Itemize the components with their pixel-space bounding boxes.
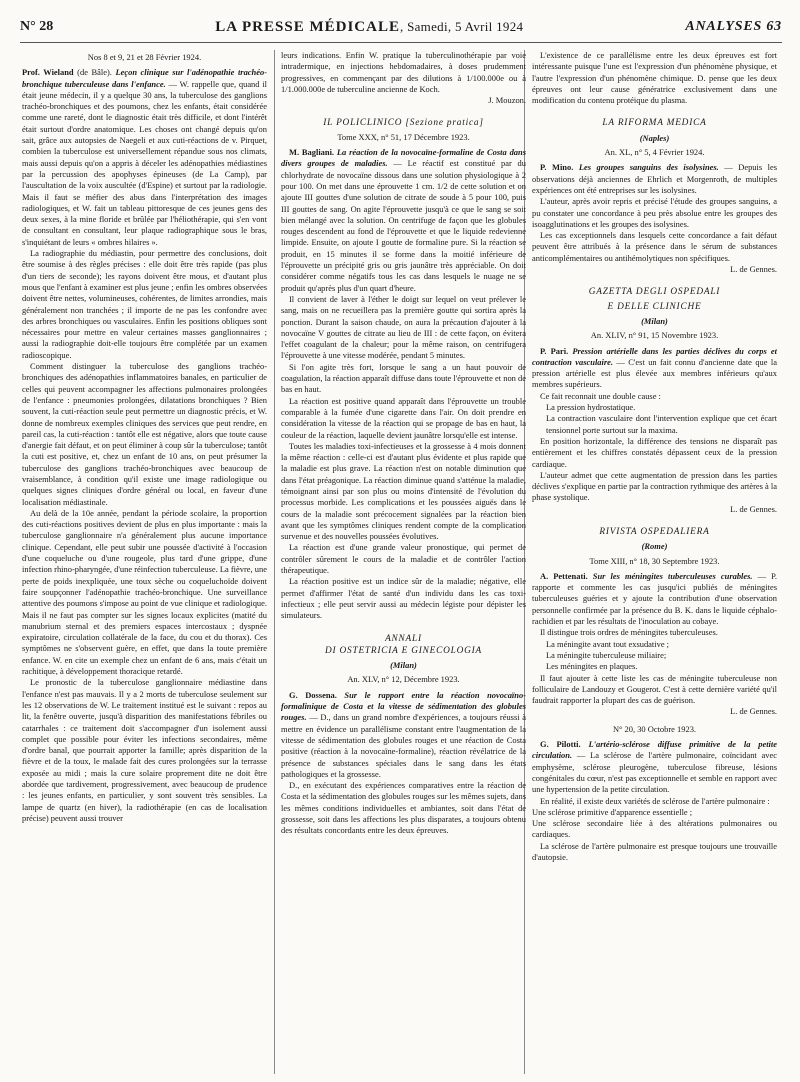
column-1 bbox=[22, 50, 267, 1076]
article-title: Sur le rapport entre la réaction novocaïno-formalinique de Costa et la vitesse de sédimentation des globules rouges. bbox=[281, 689, 526, 723]
article-author: M. Bagliani. bbox=[289, 147, 335, 158]
column-rule-1 bbox=[274, 50, 275, 1074]
article-paragraph: D., en exécutant des expériences comparatives entre la réaction de Costa et la sédimentation des globules rouges sur les mêmes sujets, dans les mêmes conditions individuelles et ambiantes, soit dans l'état de grossesse, soit dans les affections les plus disparates, a toujours obtenu des résultats concordants entre les deux épreuves. bbox=[281, 780, 526, 836]
article-paragraph: Il convient de laver à l'éther le doigt sur lequel on veut prélever le sang, mais on ne recueillera pas la première goutte qui sortira après la ponction. Durant la saison chaude, on aura la précaution d'ajouter à la novocaïne V gouttes de citrate au lieu de III : de cette façon, on évitera l'effet coagulant de la chaleur; pour la même raison, on centrifugera l'éprouvette à une vitesse modérée, pendant 5 minutes. bbox=[281, 293, 526, 361]
article-paragraph: Il faut ajouter à cette liste les cas de méningite tuberculeuse non folliculaire de Landouzy et Gougerot. C'est à cette dernière variété qu'il faudrait rapporter la plupart des cas de guérison. bbox=[532, 672, 777, 706]
article-signature: L. de Gennes. bbox=[730, 706, 777, 717]
article-wieland bbox=[22, 67, 267, 248]
journal-heading: GAZETTA DEGLI OSPEDALI bbox=[588, 287, 721, 298]
journal-heading-line2: E DELLE CLINICHE bbox=[607, 301, 702, 312]
section-page: 63 bbox=[766, 19, 782, 34]
article-signature: J. Mouzon. bbox=[488, 95, 526, 106]
article-title: Les groupes sanguins des isolysines. bbox=[578, 162, 719, 173]
article-paragraph: La réaction est positive quand apparaît dans l'éprouvette un trouble comparable à la fumée d'une cigarette dans l'air. On doit prendre en considération la vitesse de la réaction qui se propage de bas en haut, la couleur de la réaction, laquelle devient jaunâtre lorsqu'elle est intense. bbox=[281, 395, 526, 440]
article-signature: L. de Gennes. bbox=[730, 264, 777, 275]
article-author: Prof. Wieland bbox=[22, 67, 74, 78]
issue-date-line: Tome XIII, n° 18, 30 Septembre 1923. bbox=[589, 555, 720, 566]
article-paragraph: Le pronostic de la tuberculose ganglionnaire médiastine dans l'enfance n'est pas mauvais. Il y a 2 morts de tuberculose seulement sur les 12 observations de W. Le traitement institué est le suivant : repos au lit, la fenêtre ouverte, jusqu'à disparition des manifestations fébriles ou catarrhales : ce traitement doit s'accompagner d'un isolement aussi complet que possible pour éviter les infections secondaires, même d'ordre banal, que pourrait apporter la famille; après disparition de la fièvre et de la toux, le malade fait des cures prolongées sur la terrasse exposée au midi ; mais la cure solaire proprement dite ne doit être abordée que tardivement, progressivement, avec beaucoup de prudence : les jeunes enfants, en particulier, y sont souvent très sensibles. La lampe de quartz (en hiver), la radiothérapie (en cas de localisation précise) peuvent aussi trouver bbox=[22, 677, 267, 823]
article-title: L'artério-sclérose diffuse primitive de la petite circulation. bbox=[532, 739, 777, 761]
list-item: La contraction vasculaire dont l'intervention explique que cet écart tensionnel porte surtout sur la maxima. bbox=[546, 413, 777, 435]
article-paragraph: Au delà de la 10e année, pendant la période scolaire, la proportion des cuti-réactions positives devient de plus en plus importante : mais la tuberculose ganglionnaire n'a généralement plus aucune importance clinique. Cependant, elle peut subir une poussée d'activité à l'occasion d'une coqueluche ou d'une rougeole, plus tard d'une grippe, d'une infection rhino-pharyngée, d'une réinfection tuberculeuse. La fièvre, une perte de poids inexpliquée, une toux sèche ou coqueluchoïde doivent faire soupçonner l'adénopathie trachéo-bronchique. Une surveillance attentive des poumons s'impose au point de vue clinique et radiologique. Mais il ne faut pas compter sur les signes locaux explicites (matité du manubrium sternal et des premiers espaces intercostaux ; dyspnée expiratoire, circulation collatérale de la face, du cou et du thorax). Ces symptômes ne s'observent guère, en effet, que dans la toute première enfance. W. en cite un exemple chez un enfant de 6 ans, mais c'était un rachitique, à développement thoracique retardé. bbox=[22, 507, 267, 677]
article-paragraph: leurs indications. Enfin W. pratique la tuberculinothérapie par voie intradermique, en injections hebdomadaires, à doses prudemment progressives, en commençant par des dilutions à 1/100.000e ou à 1/1.000.000e de tuberculine ancienne de Koch. bbox=[281, 50, 526, 94]
article-paragraph: — W. rappelle que, quand il était jeune médecin, il y a quelque 30 ans, la tuberculose des ganglions trachéo-bronchiques et des poumons, chez les enfants, était considérée comme une rareté, dont le diagnostic était très difficile, et dont l'intérêt était surtout d'ordre anatomique. Les choses ont changé depuis qu'on sait, grâce aux autopsies de Naegeli et aux cuti-réactions de v. Pirquet, combien la tuberculose est universellement répandue sous nos climats, mais aussi depuis qu'on a appris à déceler les adénopathies médiastines par la percussion des apophyses épineuses (de La Camp), par l'auscultation de la voix auscultée (d'Espine) et surtout par la radiologie. Mais il faut se méfier des abus dans l'interprétation des images radiologiques, et W. fait un tableau pittoresque de ces jeunes gens des deux sexes, à la mine floride et brûlée par l'héliothérapie, qui s'en vont de consultant en consultant, leur plaque radiographique sous le bras, s'inquiétant de leurs « ombres hilaires ». bbox=[22, 78, 267, 247]
page-number: N° 28 bbox=[20, 19, 54, 34]
list-item: Une sclérose secondaire liée à des altérations pulmonaires ou cardiaques. bbox=[532, 818, 777, 840]
article-author: A. Pettenati. bbox=[540, 570, 588, 581]
article-author: P. Mino. bbox=[540, 162, 574, 173]
issue-date-line: An. XLV, n° 12, Décembre 1923. bbox=[347, 674, 460, 685]
section-name: ANALYSES bbox=[685, 19, 763, 34]
article-paragraph: — P. rapporte et commente les cas jusqu'ici publiés de méningites tuberculeuses guéries et y ajoute la contribution d'une observation personnelle confirmée par la présence du B. K. dans le liquide céphalo-rachidien et par les résultats de l'inoculation au cobaye. bbox=[532, 570, 777, 627]
journal-city: (Rome) bbox=[641, 541, 668, 552]
column-3 bbox=[532, 50, 777, 1076]
article-pilotti bbox=[532, 739, 777, 795]
article-paragraph: — C'est un fait connu d'ancienne date que la pression artérielle est plus élevée aux membres inférieurs qu'aux membres supérieurs. bbox=[532, 356, 777, 390]
list-item: La méningite tuberculeuse miliaire; bbox=[546, 649, 667, 660]
section-heading bbox=[685, 19, 782, 35]
article-bagliani bbox=[281, 147, 526, 294]
article-paragraph: — Depuis les observations déjà anciennes de Ehrlich et Morgenroth, de multiples expériences ont été entreprises sur les isolysines. bbox=[532, 162, 777, 195]
article-paragraph: — La sclérose de l'artère pulmonaire, coïncidant avec emphysème, sclérose pleurogène, tuberculose fibreuse, lésions congénitales du cœur, n'est pas exceptionnelle et semble en rapport avec une hypertension de la petite circulation. bbox=[532, 750, 777, 795]
article-paragraph: L'auteur, après avoir repris et précisé l'étude des groupes sanguins, a pu constater une concordance à peu près absolue entre les groupes des isoagglutinations et les groupes des isolysines. bbox=[532, 196, 777, 229]
journal-line: LA PRESSE MÉDICALE, Samedi, 5 Avril 1924 bbox=[215, 18, 524, 35]
article-paragraph: Toutes les maladies toxi-infectieuses et la grossesse à 4 mois donnent la même réaction : celle-ci est d'autant plus évidente et plus rapide que la maladie est plus grave. La réaction n'est on notable diminution que dans l'état préagonique. La réaction diminue quand s'atténue la maladie, témoignant ainsi par son plus ou moins d'intensité de l'évolution du processus morbide. Les complications et les poussées aiguës dans le cours de la maladie sont précocement signalées par la réaction bien avant que les symptômes cliniques rendent compte de la complication survenue et des nouvelles poussées évolutives. bbox=[281, 440, 526, 542]
article-paragraph: La réaction est d'une grande valeur pronostique, qui permet de contrôler sûrement le cours de la maladie et de contrôler l'action thérapeutique. bbox=[281, 542, 526, 576]
article-paragraph: Il distingue trois ordres de méningites tuberculeuses. bbox=[540, 627, 718, 638]
page-header bbox=[20, 12, 782, 43]
article-author: G. Dossena. bbox=[289, 689, 337, 700]
article-paragraph: — Le réactif est constitué par du chlorhydrate de novocaïne dissous dans une solution physiologique à 2 pour 100. On met dans une éprouvette 1 cm. 1/2 de cette solution et on ajoute III gouttes d'une solution de citrate de soude à 5 pour 100, puis III gouttes de sang. On agite l'éprouvette jusqu'à ce que le sang se soit bien mélangé avec la solution. On centrifuge de façon que les globules rouges descendent au fond de l'éprouvette et que le liquide redevienne limpide. Ensuite, on ajoute I goutte de formaline pure. Si la réaction se produit, en 15 minutes il se forme dans la moitié inférieure de l'éprouvette un précipité gris ou gris jaunâtre très appréciable. On doit considérer comme négatifs tous les cas dans lesquels le nuage ne se produit qu'après plus d'un quart d'heure. bbox=[281, 158, 526, 293]
article-paragraph: La radiographie du médiastin, pour permettre des conclusions, doit être soumise à des règles précises : elle doit être très rapide (pas plus d'un tiers de seconde); les rayons doivent être mous, et d'autant plus mous que l'enfant à examiner est plus jeune ; enfin les ombres observées doivent être nettes, volumineuses, cohérentes, de limites arrondies, mais généralement non tranchées ; il importe de ne pas les confondre avec des arbres bronchiques ou vasculaires. Enfin les positions obliques sont nécessaires pour mettre en valeur certaines masses ganglionnaires ; aussi la radiographie doit-elle toujours être complétée par un examen radioscopique. bbox=[22, 248, 267, 360]
issue-date-line: Nos 8 et 9, 21 et 28 Février 1924. bbox=[87, 52, 202, 62]
list-item: La pression hydrostatique. bbox=[546, 402, 636, 413]
article-paragraph: Comment distinguer la tuberculose des ganglions trachéo-bronchiques des adénopathies inflammatoires banales, en particulier de celles qui peuvent accompagner les affections pulmonaires prolongées de l'enfance : pneumonies prolongées, dilatations bronchiques ? Bien souvent, la cuti-réaction seule peut permettre un diagnostic précis, et W. donne de nombreux exemples cliniques des services que peut rendre, en pareil cas, la cuti-réaction : tantôt elle est négative, alors que toute cause d'anergie fait défaut, et on peut éliminer à coup sûr la tuberculose; tantôt la cuti est positive, et, chez un enfant de 10 ans, on peut présumer la tuberculose des ganglions trachéo-bronchiques avec beaucoup de vraisemblance, à condition qu'il existe une image radiologique ou quelques signes cliniques d'ordre général ou local, en faveur d'une localisation médiastinale. bbox=[22, 361, 267, 507]
article-paragraph: En réalité, il existe deux variétés de sclérose de l'artère pulmonaire : bbox=[540, 795, 770, 806]
article-author: G. Pilotti. bbox=[540, 739, 581, 750]
article-paragraph: En position horizontale, la différence des tensions ne disparaît pas entièrement et les chiffres constatés dépassent ceux de la pression cardiaque. bbox=[532, 435, 777, 469]
journal-heading-line2: DI OSTETRICIA E GINECOLOGIA bbox=[324, 645, 482, 656]
article-title: Sur les méningites tuberculeuses curables. bbox=[592, 570, 753, 581]
article-paragraph: Si l'on agite très fort, lorsque le sang a un haut pouvoir de coagulation, la réaction apparaît diffuse dans toute l'éprouvette et non de bas en haut. bbox=[281, 361, 526, 395]
article-paragraph: La réaction positive est un indice sûr de la maladie; négative, elle permet d'affirmer l'état de santé d'un individu dans les cas toxi-infectieux ; elle peut servir aussi au médecin légiste pour dépister les simulateurs. bbox=[281, 576, 526, 621]
article-title: Leçon clinique sur l'adénopathie trachéo-bronchique tuberculeuse dans l'enfance. bbox=[22, 67, 267, 89]
journal-title: LA PRESSE MÉDICALE bbox=[215, 18, 400, 35]
article-signature: L. de Gennes. bbox=[730, 503, 777, 514]
journal-heading: IL POLICLINICO [Sezione pratica] bbox=[323, 118, 484, 129]
journal-city: (Milan) bbox=[390, 660, 417, 671]
column-2 bbox=[281, 50, 526, 1076]
journal-heading: ANNALI bbox=[385, 633, 422, 644]
issue-date-line: Tome XXX, n° 51, 17 Décembre 1923. bbox=[337, 131, 470, 142]
article-paragraph: L'auteur admet que cette augmentation de pression dans les parties déclives s'explique en partie par la contraction rythmique des artères à la phase systolique. bbox=[532, 469, 777, 503]
list-item: La méningite avant tout exsudative ; bbox=[546, 638, 670, 649]
journal-city: (Milan) bbox=[641, 315, 668, 326]
issue-date: Samedi, 5 Avril 1924 bbox=[407, 18, 524, 34]
article-affiliation: (de Bâle). bbox=[77, 67, 112, 78]
article-paragraph: Les cas exceptionnels dans lesquels cette concordance a fait défaut peuvent être attribués à la présence dans le sérum de substances anticomplémentaires ou antihémolytiques non spécifiques. bbox=[532, 230, 777, 263]
issue-date-line: N° 20, 30 Octobre 1923. bbox=[612, 723, 697, 734]
article-title: La réaction de la novocaïne-formaline de Costa dans divers groupes de maladies. bbox=[281, 147, 526, 169]
issue-date-line: An. XLIV, n° 91, 15 Novembre 1923. bbox=[590, 330, 719, 341]
issue-date-line: An. XL, n° 5, 4 Février 1924. bbox=[604, 147, 705, 158]
list-item: Une sclérose primitive d'apparence essentielle ; bbox=[532, 806, 693, 817]
article-paragraph: L'existence de ce parallélisme entre les deux épreuves est fort intéressante puisque l'une est l'expression d'un phénomène physique, et l'autre l'expression d'un phénomène chimique. D. pense que les deux épreuves ont leur cause génératrice exclusivement dans une modification du contenu protéique du plasma. bbox=[532, 50, 777, 106]
journal-city: (Naples) bbox=[639, 132, 670, 143]
journal-heading: RIVISTA OSPEDALIERA bbox=[599, 526, 710, 537]
article-pari bbox=[532, 346, 777, 391]
article-paragraph: — D., dans un grand nombre d'expériences, a toujours réussi à mettre en évidence un parallélisme constant entre l'augmentation de la vitesse de sédimentation des globules rouges et une réaction de Costa positive (réaction à la novocaïne-formaline), réaction révélatrice de la présence de substances spéciales dans le sang dans les états pathologiques et la grossesse. bbox=[281, 712, 526, 779]
article-paragraph: La sclérose de l'artère pulmonaire est presque toujours une trouvaille d'autopsie. bbox=[532, 840, 777, 862]
journal-heading: LA RIFORMA MEDICA bbox=[602, 118, 707, 129]
list-item: Les méningites en plaques. bbox=[546, 661, 638, 672]
article-paragraph: Ce fait reconnait une double cause : bbox=[540, 390, 661, 401]
article-dossena bbox=[281, 690, 526, 780]
article-pettenati bbox=[532, 571, 777, 627]
article-author: P. Pari. bbox=[540, 345, 569, 356]
article-title: Pression artérielle dans les parties déclives du corps et contraction vasculaire. bbox=[532, 345, 777, 367]
article-mino bbox=[532, 162, 777, 196]
